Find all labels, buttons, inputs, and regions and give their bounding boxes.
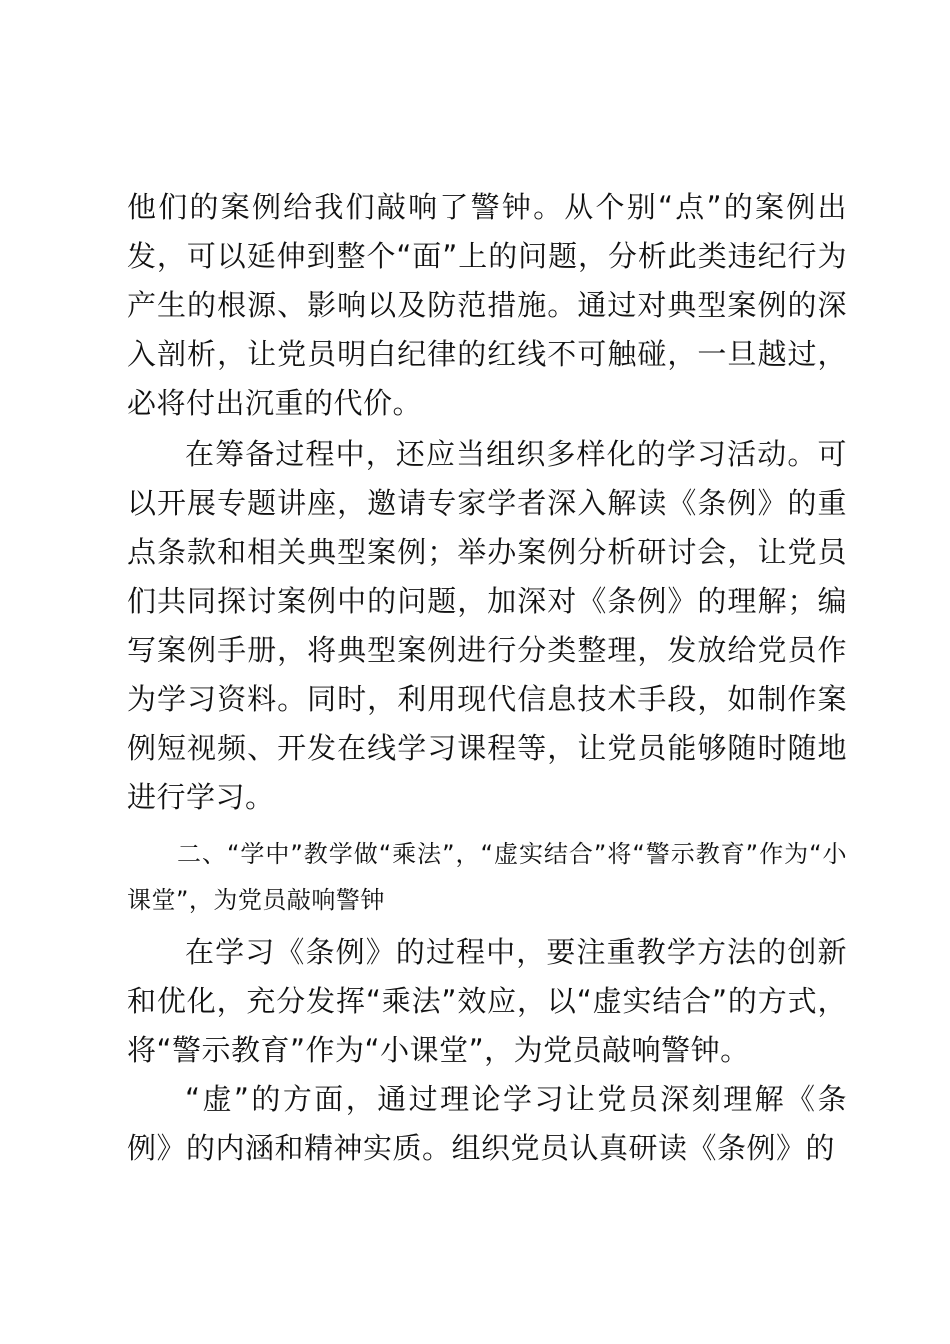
- paragraph-case-warning: 他们的案例给我们敲响了警钟。从个别“点”的案例出发，可以延伸到整个“面”上的问题，分析此类违纪行为产生的根源、影响以及防范措施。通过对典型案例的深入剖析，让党员明白纪律的红线不可触碰，一旦越过，必将付出沉重的代价。: [127, 190, 847, 420]
- section-heading-two: 二、“学中”教学做“乘法”，“虚实结合”将“警示教育”作为“小课堂”，为党员敲响警钟: [127, 840, 847, 914]
- paragraph-learning-activities: 在筹备过程中，还应当组织多样化的学习活动。可以开展专题讲座，邀请专家学者深入解读《条例》的重点条款和相关典型案例；举办案例分析研讨会，让党员们共同探讨案例中的问题，加深对《条例》的理解；编写案例手册，将典型案例进行分类整理，发放给党员作为学习资料。同时，利用现代信息技术手段，如制作案例短视频、开发在线学习课程等，让党员能够随时随地进行学习。: [127, 437, 847, 814]
- paragraph-teaching-method: 在学习《条例》的过程中，要注重教学方法的创新和优化，充分发挥“乘法”效应，以“虚实结合”的方式，将“警示教育”作为“小课堂”，为党员敲响警钟。: [127, 935, 847, 1067]
- paragraph-theory-study: “虚”的方面，通过理论学习让党员深刻理解《条例》的内涵和精神实质。组织党员认真研读《条例》的: [127, 1082, 847, 1165]
